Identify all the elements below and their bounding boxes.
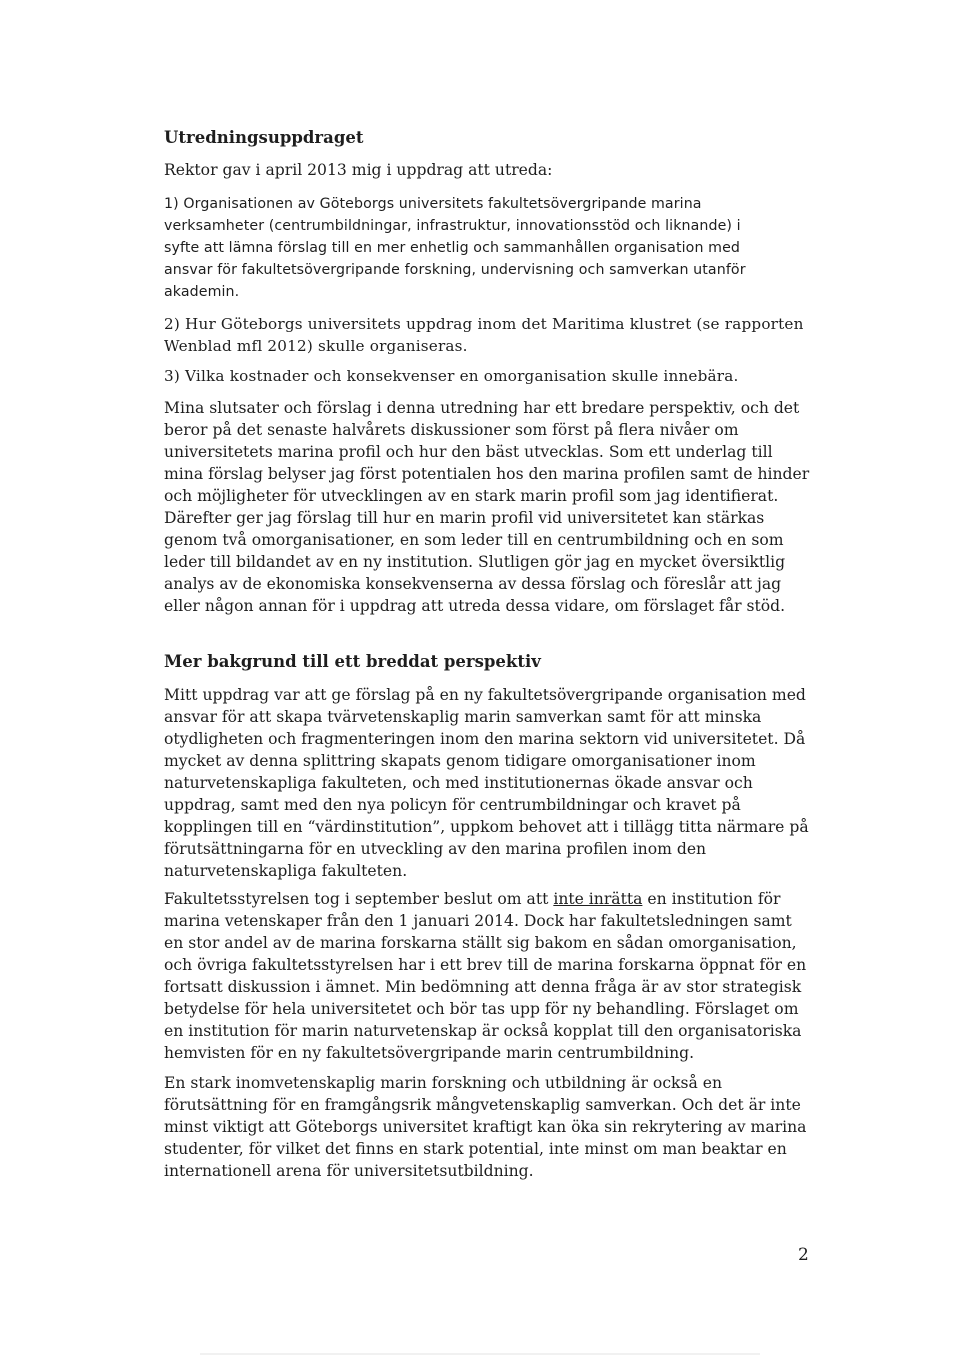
- text-line: 1) Organisationen av Göteborgs universitets fakultetsövergripande marina: [164, 196, 702, 212]
- text-line: otydligheten och fragmenteringen inom den marina sektorn vid universitetet. Då: [164, 730, 806, 748]
- text-line: En stark inomvetenskaplig marin forskning och utbildning är också en: [164, 1074, 723, 1092]
- text-line: Wenblad mfl 2012) skulle organiseras.: [164, 337, 468, 355]
- text-line: [164, 888, 806, 910]
- text-line: studenter, för vilket det finns en stark potential, inte minst om man beaktar en: [164, 1140, 787, 1158]
- text-line: 3) Vilka kostnader och konsekvenser en omorganisation skulle innebära.: [164, 367, 739, 385]
- text-line: leder till bildandet av en ny institution. Slutligen gör jag en mycket översiktlig: [164, 553, 786, 571]
- text-line: hemvisten för en ny fakultetsövergripande marin centrumbildning.: [164, 1044, 695, 1062]
- text-fragment: Fakultetsstyrelsen tog i september beslut om att: [164, 890, 554, 908]
- text-line: eller någon annan för i uppdrag att utreda dessa vidare, om förslaget får stöd.: [164, 597, 786, 615]
- text-line: Mitt uppdrag var att ge förslag på en ny fakultetsövergripande organisation med: [164, 686, 806, 704]
- text-line: Rektor gav i april 2013 mig i uppdrag att utreda:: [164, 161, 553, 179]
- text-line: fortsatt diskussion i ämnet. Min bedömning att denna fråga är av stor strategisk: [164, 978, 802, 996]
- text-line: naturvetenskapliga fakulteten.: [164, 862, 408, 880]
- text-line: en stor andel av de marina forskarna ställt sig bakom en sådan omorganisation,: [164, 934, 797, 952]
- assignment-item-1: [164, 193, 746, 303]
- section-heading-mer-bakgrund: Mer bakgrund till ett breddat perspektiv: [164, 652, 541, 671]
- text-line: analys av de ekonomiska konsekvenserna av dessa förslag och föreslår att jag: [164, 575, 782, 593]
- text-line: förutsättningarna för en utveckling av den marina profilen inom den: [164, 840, 707, 858]
- text-line: betydelse för hela universitetet och bör tas upp för ny behandling. Förslaget om: [164, 1000, 799, 1018]
- text-line: 2) Hur Göteborgs universitets uppdrag inom det Maritima klustret (se rapporten: [164, 315, 804, 333]
- assignment-item-3: [164, 365, 739, 387]
- assignment-item-2: [164, 313, 804, 357]
- background-paragraph: [164, 684, 809, 882]
- text-line: och möjligheter för utvecklingen av en stark marin profil som jag identifierat.: [164, 487, 779, 505]
- text-line: Mina slutsater och förslag i denna utredning har ett bredare perspektiv, och det: [164, 399, 800, 417]
- text-line: internationell arena för universitetsutbildning.: [164, 1162, 534, 1180]
- text-line: minst viktigt att Göteborgs universitet kraftigt kan öka sin rekrytering av marina: [164, 1118, 807, 1136]
- text-line: beror på det senaste halvårets diskussioner som först på flera nivåer om: [164, 421, 739, 439]
- text-line: förutsättning för en framgångsrik mångvetenskaplig samverkan. Och det är inte: [164, 1096, 801, 1114]
- text-line: ansvar för att skapa tvärvetenskaplig marin samverkan samt för att minska: [164, 708, 762, 726]
- text-line: och övriga fakultetsstyrelsen har i ett brev till de marina forskarna öppnat för en: [164, 956, 807, 974]
- text-line: kopplingen till en “värdinstitution”, uppkom behovet att i tillägg titta närmare på: [164, 818, 809, 836]
- intro-paragraph: [164, 159, 552, 181]
- text-line: marina vetenskaper från den 1 januari 2014. Dock har fakultetsledningen samt: [164, 912, 792, 930]
- text-line: mina förslag belyser jag först potentialen hos den marina profilen samt de hinder: [164, 465, 810, 483]
- text-line: genom två omorganisationer, en som leder till en centrumbildning och en som: [164, 531, 784, 549]
- text-line: universitetets marina profil och hur den bäst utvecklas. Som ett underlag till: [164, 443, 773, 461]
- page-number: 2: [798, 1245, 809, 1265]
- text-line: mycket av denna splittring skapats genom tidigare omorganisationer inom: [164, 752, 756, 770]
- text-line: Därefter ger jag förslag till hur en marin profil vid universitetet kan stärkas: [164, 509, 765, 527]
- text-line: verksamheter (centrumbildningar, infrastruktur, innovationsstöd och liknande) i: [164, 218, 741, 234]
- scan-edge: [200, 1353, 760, 1355]
- text-line: ansvar för fakultetsövergripande forskning, undervisning och samverkan utanför: [164, 262, 746, 278]
- closing-paragraph: [164, 1072, 806, 1182]
- section-heading-utredningsuppdraget: Utredningsuppdraget: [164, 128, 364, 147]
- board-paragraph: [164, 888, 806, 1064]
- text-line: uppdrag, samt med den nya policyn för centrumbildningar och kravet på: [164, 796, 741, 814]
- text-line: akademin.: [164, 284, 240, 300]
- text-fragment: en institution för: [642, 890, 781, 908]
- conclusions-paragraph: [164, 397, 809, 617]
- text-line: en institution för marin naturvetenskap är också kopplat till den organisatoriska: [164, 1022, 802, 1040]
- text-line: syfte att lämna förslag till en mer enhetlig och sammanhållen organisation med: [164, 240, 741, 256]
- text-line: naturvetenskapliga fakulteten, och med institutionernas ökade ansvar och: [164, 774, 753, 792]
- underlined-phrase: inte inrätta: [553, 890, 643, 908]
